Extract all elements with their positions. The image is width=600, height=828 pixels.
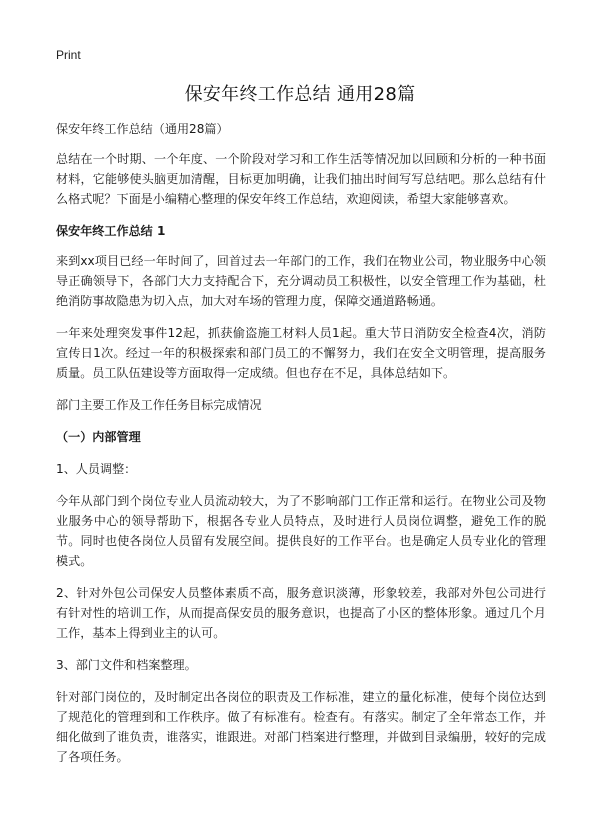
item-2-text: 2、针对外包公司保安人员整体素质不高，服务意识淡薄，形象较差，我部对外包公司进行有针对性的培训工作，从而提高保安员的服务意识，也提高了小区的整体形象。通过几个月工作，基本上得到业主的认可。: [56, 586, 546, 640]
document-body: [56, 119, 546, 779]
intro-paragraph: 总结在一个时期、一个年度、一个阶段对学习和工作生活等情况加以回顾和分析的一种书面材料，它能够使头脑更加清醒，目标更加明确，让我们抽出时间写写总结吧。那么总结有什么格式呢？下面是小编精心整理的保安年终工作总结，欢迎阅读，希望大家能够喜欢。: [56, 152, 546, 206]
summary-line: 部门主要工作及工作任务目标完成情况: [56, 398, 262, 412]
item-1-label: 1、人员调整：: [56, 462, 137, 476]
section-paragraph-2: 一年来处理突发事件12起，抓获偷盗施工材料人员1起。重大节日消防安全检查4次，消防宣传日1次。经过一年的积极探索和部门员工的不懈努力，我们在安全文明管理，提高服务质量。员工队伍建设等方面取得一定成绩。但也存在不足，具体总结如下。: [56, 326, 546, 380]
print-link[interactable]: Print: [56, 48, 81, 62]
item-3-label: 3、部门文件和档案整理。: [56, 658, 197, 672]
document-subtitle: 保安年终工作总结（通用28篇）: [56, 122, 229, 136]
item-3-text: 针对部门岗位的，及时制定出各岗位的职责及工作标准，建立的量化标准，使每个岗位达到了规范化的管理到和工作秩序。做了有标准有。检查有。有落实。制定了全年常态工作，并细化做到了谁负责，谁落实，谁跟进。对部门档案进行整理，并做到目录编册，较好的完成了各项任务。: [56, 690, 546, 764]
page-title: 保安年终工作总结 通用28篇: [184, 84, 416, 105]
item-1-text: 今年从部门到个岗位专业人员流动较大，为了不影响部门工作正常和运行。在物业公司及物业服务中心的领导帮助下，根据各专业人员特点，及时进行人员岗位调整，避免工作的脱节。同时也使各岗位人员留有发展空间。提供良好的工作平台。也是确定人员专业化的管理模式。: [56, 494, 546, 568]
section-paragraph-1: 来到xx项目已经一年时间了，回首过去一年部门的工作，我们在物业公司，物业服务中心领导正确领导下，各部门大力支持配合下，充分调动员工积极性，以安全管理工作为基础，杜绝消防事故隐患为切入点，加大对车场的管理力度，保障交通道路畅通。: [56, 254, 546, 308]
section-heading: 保安年终工作总结 1: [56, 224, 166, 238]
sub-heading-internal-management: （一）内部管理: [56, 430, 141, 444]
